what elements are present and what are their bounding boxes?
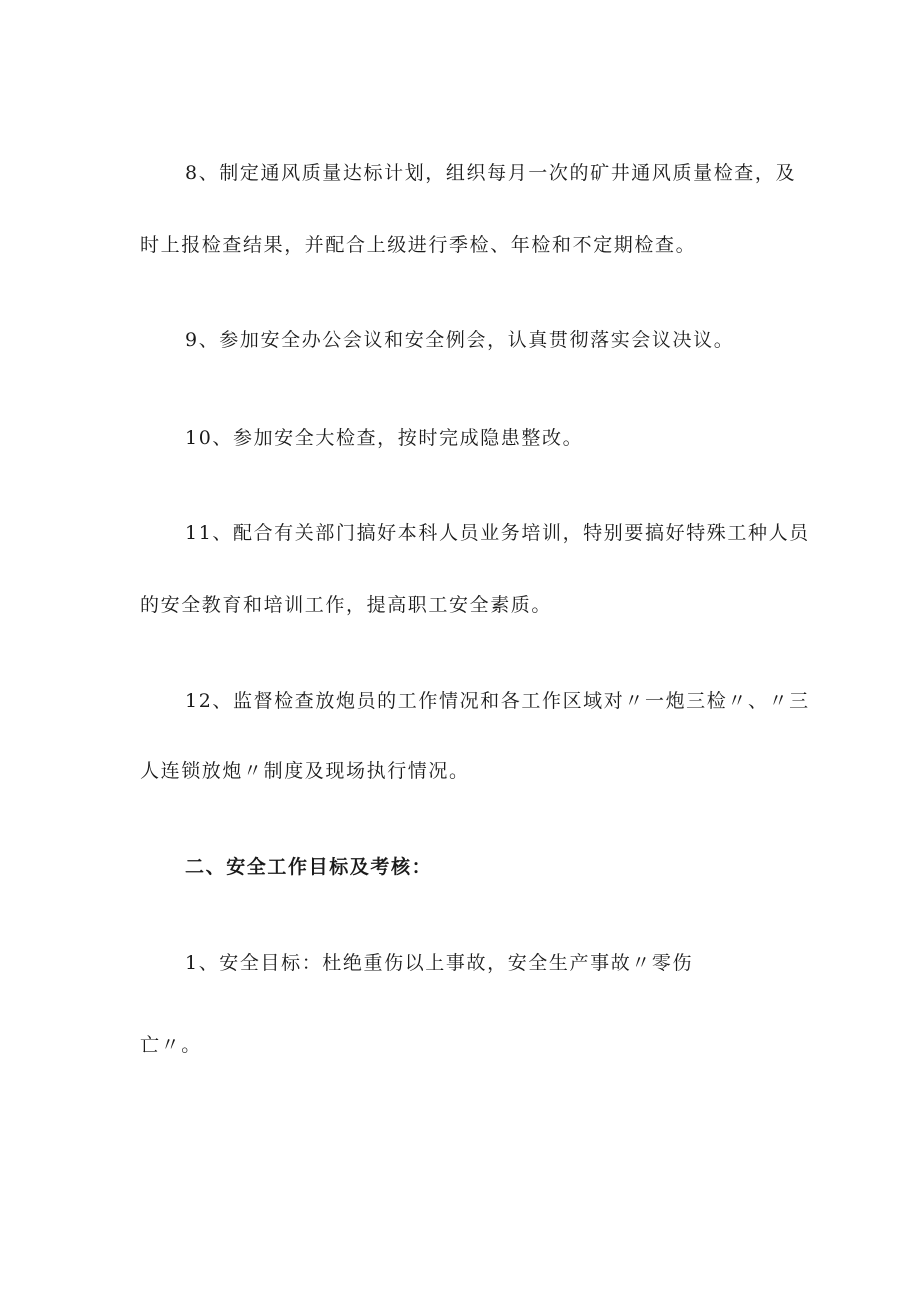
paragraph-safety-target-line-2: 亡〃。 [140,1034,202,1056]
paragraph-8-line-2: 时上报检查结果，并配合上级进行季检、年检和不定期检查。 [140,234,697,256]
paragraph-12-line-1: 12、监督检查放炮员的工作情况和各工作区域对〃一炮三检〃、〃三 [185,690,810,712]
paragraph-safety-target-line-1: 1、安全目标：杜绝重伤以上事故，安全生产事故〃零伤 [185,952,694,974]
paragraph-8-line-1: 8、制定通风质量达标计划，组织每月一次的矿井通风质量检查，及 [185,162,797,184]
paragraph-11-line-2: 的安全教育和培训工作，提高职工安全素质。 [140,594,553,616]
paragraph-9-line-1: 9、参加安全办公会议和安全例会，认真贯彻落实会议决议。 [185,329,735,351]
paragraph-11-line-1: 11、配合有关部门搞好本科人员业务培训，特别要搞好特殊工种人员 [185,522,810,544]
paragraph-10-line-1: 10、参加安全大检查，按时完成隐患整改。 [185,427,584,449]
paragraph-12-line-2: 人连锁放炮〃制度及现场执行情况。 [140,760,470,782]
section-heading: 二、安全工作目标及考核： [185,856,433,878]
